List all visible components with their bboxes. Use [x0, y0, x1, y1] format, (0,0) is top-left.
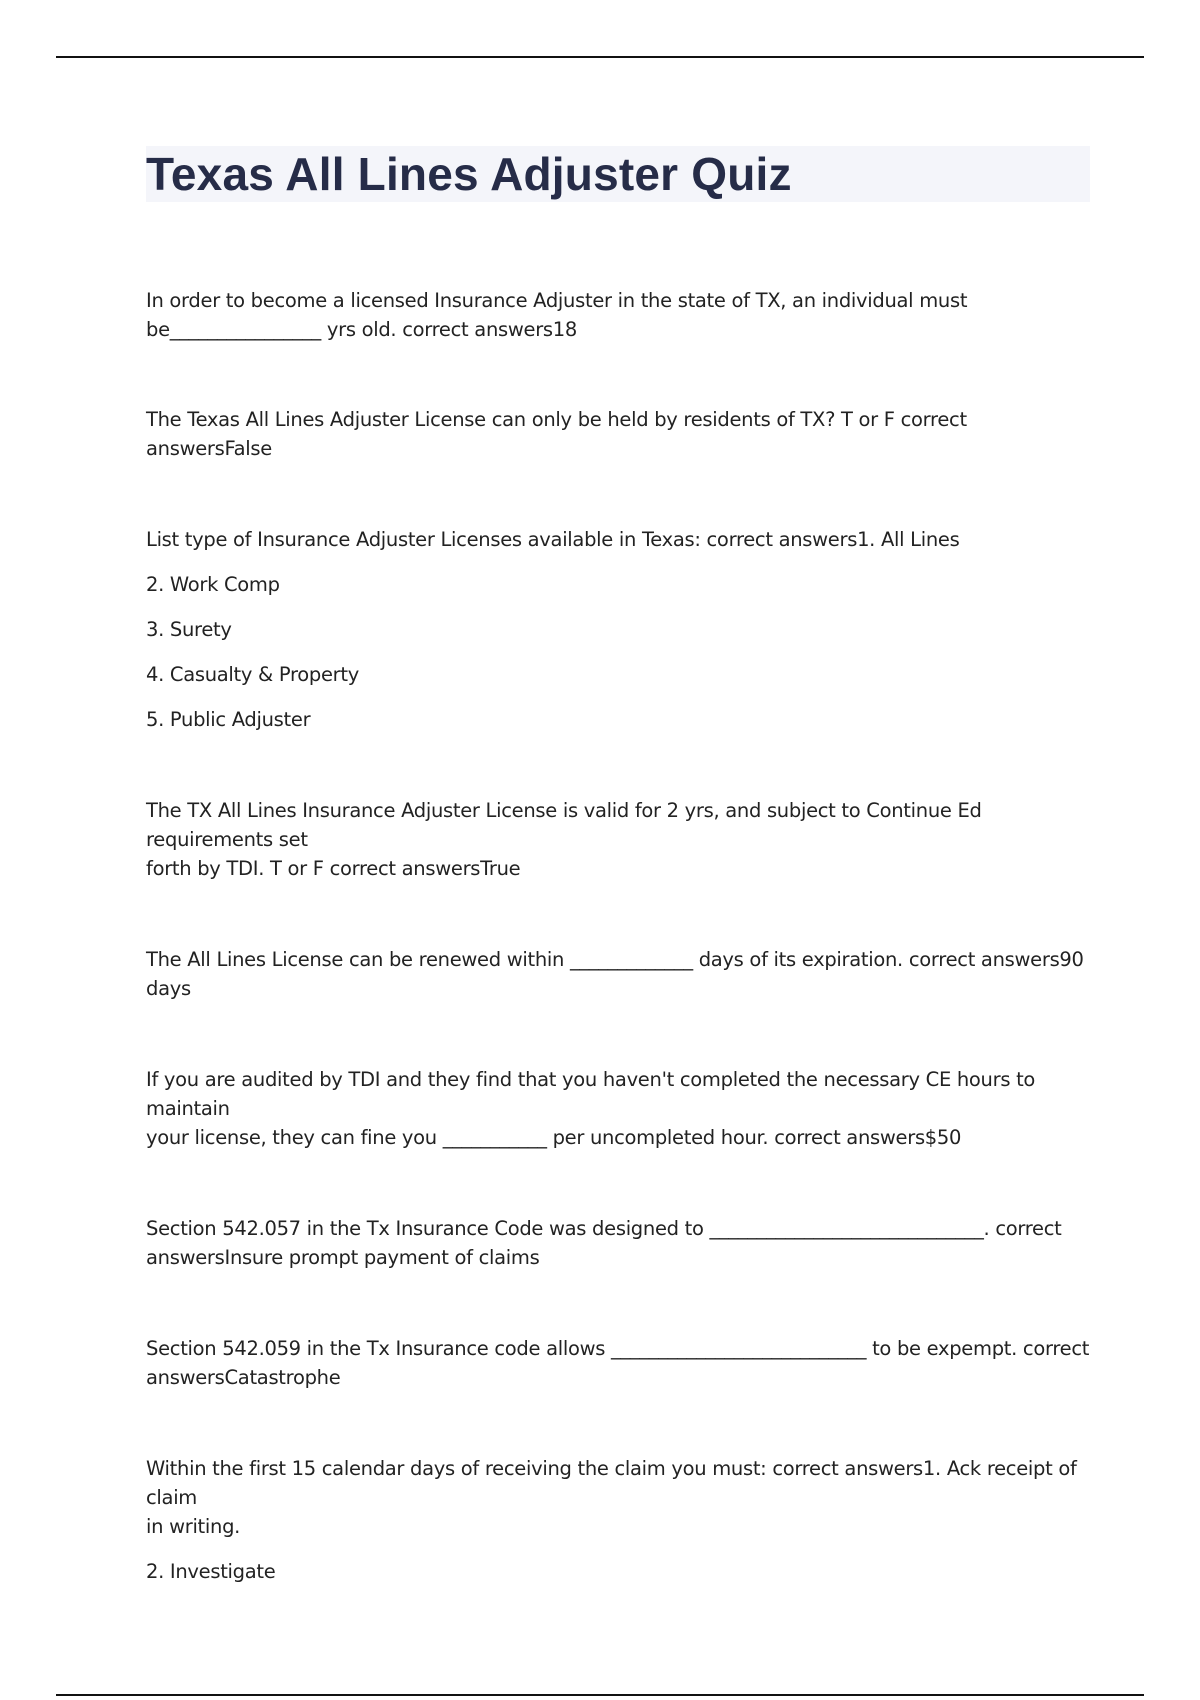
question-text: The TX All Lines Insurance Adjuster License is valid for 2 yrs, and subject to Continue Ed requirements set — [146, 799, 982, 851]
page-title: Texas All Lines Adjuster Quiz — [146, 148, 792, 200]
question-text: In order to become a licensed Insurance Adjuster in the state of TX, an individual must — [146, 289, 968, 312]
quiz-content — [146, 286, 1096, 1586]
question-text: your license, they can fine you ___________ per uncompleted hour. correct answers$50 — [146, 1126, 962, 1149]
question-block — [146, 1334, 1096, 1392]
answer-list-item: 3. Surety — [146, 618, 232, 641]
question-block — [146, 525, 1096, 734]
question-block — [146, 1454, 1096, 1586]
answer-list-item: 4. Casualty & Property — [146, 663, 359, 686]
question-text: Section 542.057 in the Tx Insurance Code was designed to _____________________________. correct — [146, 1217, 1062, 1240]
question-block — [146, 945, 1096, 1003]
answer-list-item: 2. Investigate — [146, 1560, 276, 1583]
question-text: answersCatastrophe — [146, 1366, 341, 1389]
question-text: The Texas All Lines Adjuster License can only be held by residents of TX? T or F correct answersFalse — [146, 408, 967, 460]
top-divider — [56, 56, 1144, 58]
bottom-divider — [56, 1694, 1144, 1696]
question-text: in writing. — [146, 1515, 241, 1538]
question-text: answersInsure prompt payment of claims — [146, 1246, 540, 1269]
question-block — [146, 1214, 1096, 1272]
question-block — [146, 286, 1096, 344]
question-block — [146, 796, 1096, 883]
answer-list-item: 5. Public Adjuster — [146, 708, 311, 731]
question-text: If you are audited by TDI and they find that you haven't completed the necessary CE hours to maintain — [146, 1068, 1036, 1120]
answer-list-item: 2. Work Comp — [146, 573, 280, 596]
question-block — [146, 405, 1096, 463]
question-text: Section 542.059 in the Tx Insurance code allows ___________________________ to be expempt. correct — [146, 1337, 1090, 1360]
question-text: The All Lines License can be renewed within _____________ days of its expiration. correct answers90 days — [146, 948, 1084, 1000]
title-banner — [146, 146, 1090, 202]
question-text: be________________ yrs old. correct answers18 — [146, 318, 577, 341]
question-text: forth by TDI. T or F correct answersTrue — [146, 857, 521, 880]
question-block — [146, 1065, 1096, 1152]
question-text: Within the first 15 calendar days of receiving the claim you must: correct answers1. Ack receipt of claim — [146, 1457, 1077, 1509]
question-text: List type of Insurance Adjuster Licenses available in Texas: correct answers1. All Lines — [146, 528, 960, 551]
